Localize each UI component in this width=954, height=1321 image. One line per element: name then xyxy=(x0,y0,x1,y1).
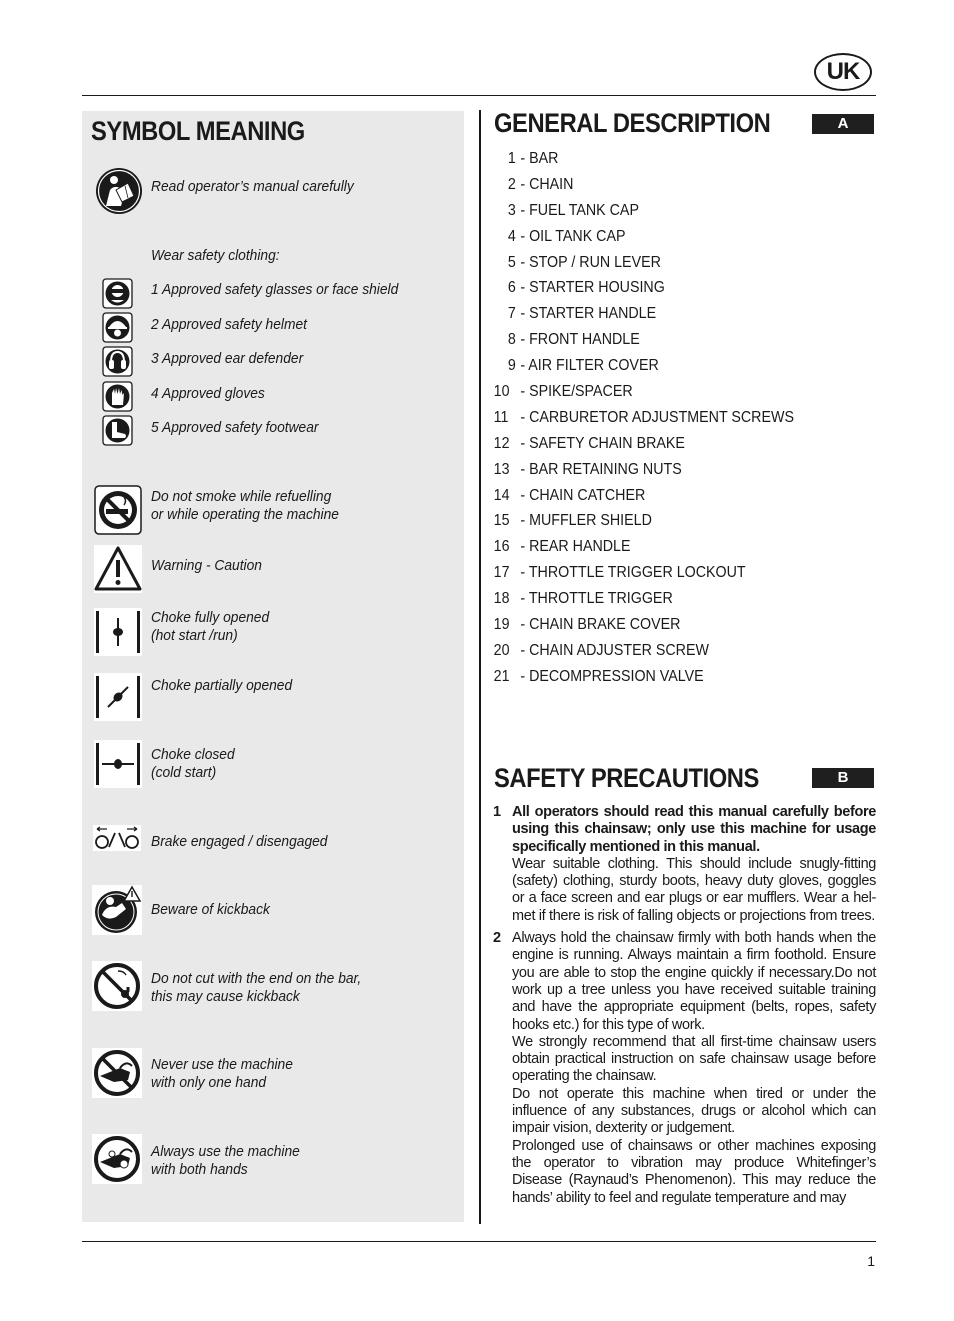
symbol-meaning-title: SYMBOL MEANING xyxy=(91,116,305,146)
section-badge-a: A xyxy=(812,114,874,134)
choke-closed-icon xyxy=(94,740,142,788)
no-one-hand-icon xyxy=(92,1048,142,1098)
list-item: 1 - BAR xyxy=(507,150,559,167)
gloves-icon xyxy=(102,381,133,412)
symbol-text: Warning - Caution xyxy=(151,557,262,574)
list-item: 17 - THROTTLE TRIGGER LOCKOUT xyxy=(493,564,746,582)
symbol-text: Wear safety clothing: xyxy=(151,247,280,264)
ear-defender-icon xyxy=(102,346,133,377)
list-item: 21 - DECOMPRESSION VALVE xyxy=(493,667,704,685)
page-number: 1 xyxy=(867,1253,875,1269)
safety-precautions-body xyxy=(493,804,876,1207)
section-badge-b: B xyxy=(812,768,874,788)
list-item: 8 - FRONT HANDLE xyxy=(507,331,640,349)
safety-item-2 xyxy=(493,930,876,1207)
read-manual-icon xyxy=(94,166,144,216)
choke-open-icon xyxy=(94,608,142,656)
list-item: 16 - REAR HANDLE xyxy=(493,538,631,556)
list-item: 11 - CARBURETOR ADJUSTMENT SCREWS xyxy=(493,408,794,426)
safety-item-number: 2 xyxy=(493,930,501,947)
symbol-text: Brake engaged / disengaged xyxy=(151,833,328,850)
list-item: 13 - BAR RETAINING NUTS xyxy=(493,460,682,478)
safety-paragraph: We strongly recommend that all first-time chainsaw users obtain practical instruction on safe chainsaw usage before operating the chainsaw. xyxy=(512,1033,876,1085)
symbol-text: Always use the machine with both hands xyxy=(151,1143,300,1178)
safety-glasses-icon xyxy=(102,278,133,309)
list-item: 14 - CHAIN CATCHER xyxy=(493,486,646,504)
list-item: 6 - STARTER HOUSING xyxy=(507,279,665,297)
list-item: 7 - STARTER HANDLE xyxy=(507,305,657,323)
safety-helmet-icon xyxy=(102,312,133,343)
footer-rule xyxy=(82,1241,876,1242)
list-item: 2 - CHAIN xyxy=(507,175,574,193)
safety-paragraph: Wear suitable clothing. This should include snugly-fitting (safety) clothing, sturdy boots, heavy duty gloves, goggles or a face screen and ear plugs or ear mufflers. Wear a hel-met if there is risk of falling objects or projections from trees. xyxy=(512,855,876,924)
symbol-text: 3 Approved ear defender xyxy=(151,350,304,367)
symbol-text: 2 Approved safety helmet xyxy=(151,316,307,333)
symbol-text: Choke partially opened xyxy=(151,677,293,694)
kickback-icon xyxy=(92,885,142,935)
safety-paragraph: Always hold the chainsaw firmly with both hands when the engine is running. Always maintain a firm foothold. Ensure you are able to stop the engine quickly if necessary.Do not work up a tree unless you have received suitable training and have the appropriate equipment (belts, ropes, safety hooks etc.) for this type of work. xyxy=(512,930,876,1033)
symbol-text: 1 Approved safety glasses or face shield xyxy=(151,281,399,298)
list-item: 12 - SAFETY CHAIN BRAKE xyxy=(493,434,685,452)
list-item: 15 - MUFFLER SHIELD xyxy=(493,512,652,530)
symbol-text: Choke fully opened (hot start /run) xyxy=(151,609,270,644)
both-hands-icon xyxy=(92,1134,142,1184)
language-badge: UK xyxy=(814,53,872,91)
list-item: 9 - AIR FILTER COVER xyxy=(507,357,659,375)
list-item: 5 - STOP / RUN LEVER xyxy=(507,253,661,271)
symbol-text: Do not smoke while refuelling or while operating the machine xyxy=(151,488,339,523)
safety-footwear-icon xyxy=(102,415,133,446)
safety-item-1 xyxy=(493,804,876,925)
list-item: 10 - SPIKE/SPACER xyxy=(493,383,633,401)
no-smoking-icon xyxy=(94,485,142,535)
safety-item-number: 1 xyxy=(493,804,501,820)
symbol-text: Never use the machine with only one hand xyxy=(151,1056,293,1091)
symbol-text: Read operator’s manual carefully xyxy=(151,178,354,195)
safety-paragraph: Do not operate this machine when tired or under the influence of any substances, drugs or alcohol which can impair vision, dexterity or judgement. xyxy=(512,1085,876,1137)
symbol-text: Beware of kickback xyxy=(151,901,270,918)
safety-item-lead: All operators should read this manual carefully before using this chainsaw; only use this machine for usage specifically mentioned in this manual. xyxy=(512,804,876,855)
symbol-text: Choke closed (cold start) xyxy=(151,746,235,781)
safety-precautions-title: SAFETY PRECAUTIONS xyxy=(494,763,759,793)
parts-list xyxy=(490,150,820,694)
column-divider xyxy=(479,110,481,1224)
list-item: 3 - FUEL TANK CAP xyxy=(507,201,639,219)
symbol-text: Do not cut with the end on the bar, this may cause kickback xyxy=(151,970,362,1005)
list-item: 20 - CHAIN ADJUSTER SCREW xyxy=(493,641,709,659)
symbol-text: 5 Approved safety footwear xyxy=(151,419,319,436)
no-bar-tip-cut-icon xyxy=(92,961,142,1011)
list-item: 18 - THROTTLE TRIGGER xyxy=(493,590,673,608)
list-item: 4 - OIL TANK CAP xyxy=(507,227,626,245)
safety-paragraph: Prolonged use of chainsaws or other machines exposing the operator to vibration may produce Whitefinger’s Disease (Raynaud’s Phenomenon). This may reduce the hands’ ability to feel and regulate temperature and may xyxy=(512,1137,876,1206)
header-rule xyxy=(82,95,876,96)
symbol-text: 4 Approved gloves xyxy=(151,385,265,402)
brake-icon xyxy=(93,825,141,851)
warning-triangle-icon xyxy=(94,545,142,593)
general-description-title: GENERAL DESCRIPTION xyxy=(494,108,771,138)
choke-partial-icon xyxy=(94,673,142,721)
list-item: 19 - CHAIN BRAKE COVER xyxy=(493,616,681,634)
